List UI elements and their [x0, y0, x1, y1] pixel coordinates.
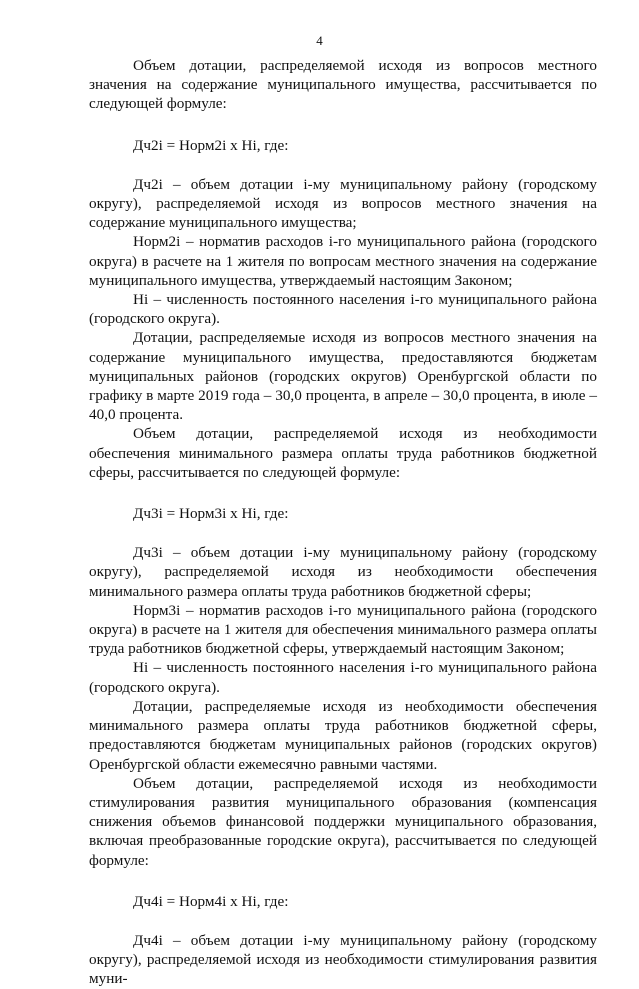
paragraph-intro-formula-4: Объем дотации, распределяемой исходя из необходимости стимулирования развития муниципального образования (компенсация снижения объемов финансовой поддержки муниципального образования, включая преобразованные городские округа), рассчитывается по следующей формуле: [89, 774, 597, 869]
definition-norm2: Норм2i – норматив расходов i-го муниципального района (городского округа) в расчете на 1 жителя по вопросам местного значения на содержание муниципального имущества, утверждаемый настоящим Законом; [89, 233, 597, 289]
document-body [89, 56, 597, 989]
definition-dch4: Дч4i – объем дотации i-му муниципальному району (городскому округу), распределяемой исходя из необходимости стимулирования развития муни- [89, 931, 597, 988]
formula-2: Дч2i = Норм2i х Нi, где: [133, 136, 289, 154]
formula-4: Дч4i = Норм4i х Нi, где: [133, 892, 289, 910]
paragraph-schedule-3: Дотации, распределяемые исходя из необходимости обеспечения минимального размера оплаты труда работников бюджетной сферы, предоставляются бюджетам муниципальных районов (городских округов) Оренбургской области ежемесячно равными частями. [89, 697, 597, 773]
formula-3: Дч3i = Норм3i х Нi, где: [133, 505, 289, 523]
definition-ni-2: Нi – численность постоянного населения i-го муниципального района (городского округа). [89, 659, 597, 696]
definition-dch2: Дч2i – объем дотации i-му муниципальному району (городскому округу), распределяемой исходя из вопросов местного значения на содержание муниципального имущества; [89, 175, 597, 232]
paragraph-intro-formula-2: Объем дотации, распределяемой исходя из вопросов местного значения на содержание муниципального имущества, рассчитывается по следующей формуле: [89, 57, 597, 113]
definition-norm3: Норм3i – норматив расходов i-го муниципального района (городского округа) в расчете на 1 жителя для обеспечения минимального размера оплаты труда работников бюджетной сферы, утверждаемый настоящим Законом; [89, 601, 597, 658]
paragraph-intro-formula-3: Объем дотации, распределяемой исходя из необходимости обеспечения минимального размера оплаты труда работников бюджетной сферы, рассчитывается по следующей формуле: [89, 425, 597, 481]
page-number: 4 [316, 33, 323, 48]
paragraph-schedule-2: Дотации, распределяемые исходя из вопросов местного значения на содержание муниципального имущества, предоставляются бюджетам муниципальных районов (городских округов) Оренбургской области по графику в марте 2019 года – 30,0 процента, в апреле – 30,0 процента, в июле – 40,0 процента. [89, 329, 597, 424]
definition-dch3: Дч3i – объем дотации i-му муниципальному району (городскому округу), распределяемой исходя из необходимости обеспечения минимального размера оплаты труда работников бюджетной сферы; [89, 544, 597, 600]
definition-ni-1: Нi – численность постоянного населения i-го муниципального района (городского округа). [89, 291, 597, 328]
